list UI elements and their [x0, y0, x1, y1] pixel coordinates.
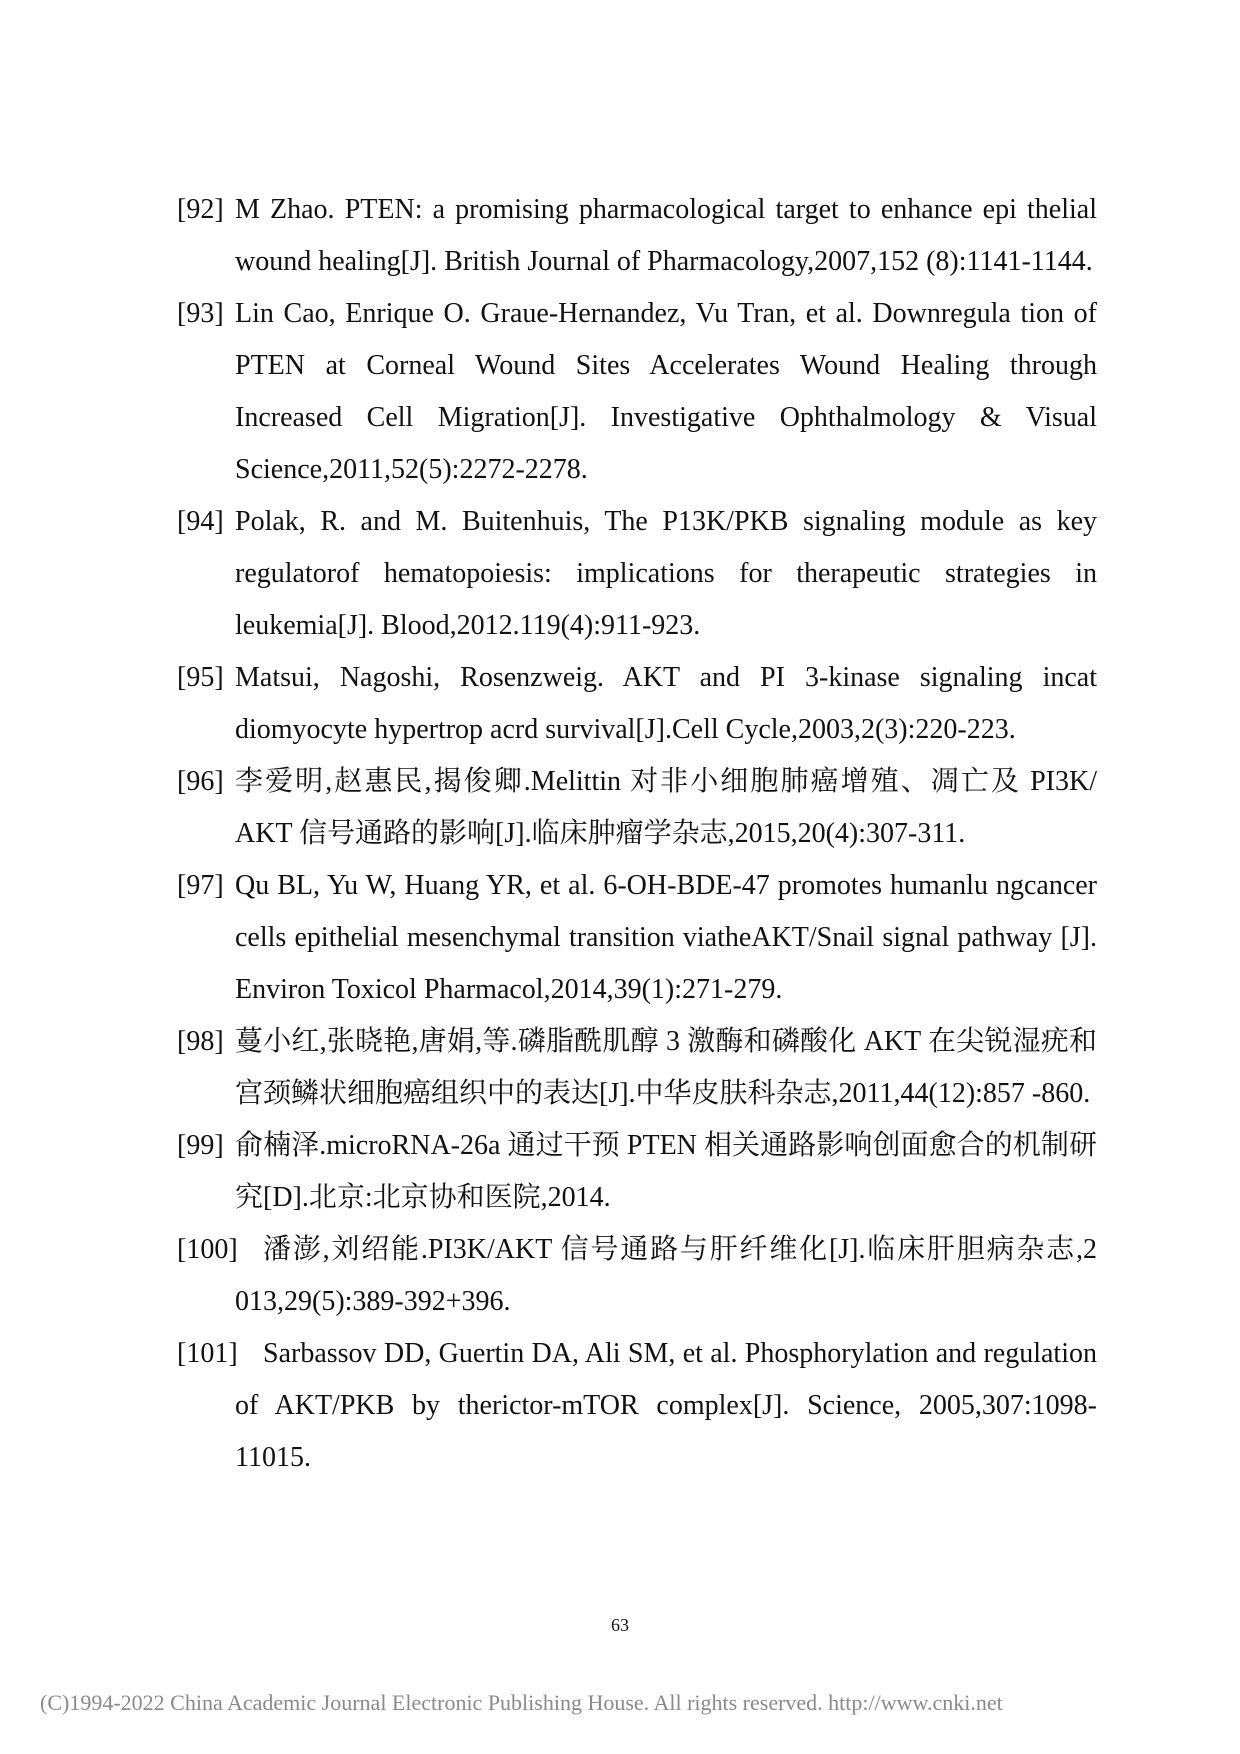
reference-number: [96]: [177, 766, 224, 797]
reference-number: [93]: [177, 298, 224, 329]
reference-number: [97]: [177, 870, 224, 901]
reference-item: [177, 288, 1097, 496]
reference-item: [177, 652, 1097, 756]
reference-text: 俞楠泽.microRNA-26a 通过干预 PTEN 相关通路影响创面愈合的机制研究[D].北京:北京协和医院,2014.: [235, 1130, 1097, 1213]
reference-item: [177, 1328, 1097, 1484]
reference-item: [177, 1224, 1097, 1328]
reference-number: [95]: [177, 662, 224, 693]
reference-text: Polak, R. and M. Buitenhuis, The P13K/PKB signaling module as key regulatorof hematopoiesis: implications for therapeutic strategies in leukemia[J]. Blood,2012.119(4):911-923.: [235, 506, 1097, 641]
reference-text: Qu BL, Yu W, Huang YR, et al. 6-OH-BDE-47 promotes humanlu ngcancer cells epithelial mesenchymal transition viatheAKT/Snail signal pathway [J]. Environ Toxicol Pharmacol,2014,39(1):271-279.: [235, 870, 1097, 1005]
reference-text: M Zhao. PTEN: a promising pharmacological target to enhance epi thelial wound healing[J]. British Journal of Pharmacology,2007,152 (8):1141-1144.: [235, 194, 1097, 277]
reference-number: [92]: [177, 194, 224, 225]
reference-number: [101]: [177, 1338, 238, 1369]
reference-item: [177, 860, 1097, 1016]
reference-text: 李爱明,赵惠民,揭俊卿.Melittin 对非小细胞肺癌增殖、凋亡及 PI3K/ AKT 信号通路的影响[J].临床肿瘤学杂志,2015,20(4):307-311.: [235, 766, 1097, 849]
page-number: 63: [611, 1615, 629, 1635]
reference-number: [94]: [177, 506, 224, 537]
reference-item: [177, 184, 1097, 288]
copyright-footer: (C)1994-2022 China Academic Journal Electronic Publishing House. All rights reserved. http://www.cnki.net: [40, 1690, 1003, 1715]
reference-text: 蔓小红,张晓艳,唐娟,等.磷脂酰肌醇 3 激酶和磷酸化 AKT 在尖锐湿疣和宫颈鳞状细胞癌组织中的表达[J].中华皮肤科杂志,2011,44(12):857 -860.: [235, 1026, 1097, 1109]
reference-item: [177, 1016, 1097, 1120]
reference-list: [177, 184, 1097, 1484]
reference-item: [177, 496, 1097, 652]
reference-text: Sarbassov DD, Guertin DA, Ali SM, et al. Phosphorylation and regulation of AKT/PKB by therictor-mTOR complex[J]. Science, 2005,307:1098-11015.: [235, 1338, 1097, 1473]
reference-text: Lin Cao, Enrique O. Graue-Hernandez, Vu Tran, et al. Downregula tion of PTEN at Corneal Wound Sites Accelerates Wound Healing through Increased Cell Migration[J]. Investigative Ophthalmology & Visual Science,2011,52(5):2272-2278.: [235, 298, 1097, 485]
reference-item: [177, 756, 1097, 860]
reference-text: Matsui, Nagoshi, Rosenzweig. AKT and PI 3-kinase signaling incat diomyocyte hypertrop acrd survival[J].Cell Cycle,2003,2(3):220-223.: [235, 662, 1097, 745]
reference-number: [99]: [177, 1130, 224, 1161]
reference-number: [98]: [177, 1026, 224, 1057]
reference-item: [177, 1120, 1097, 1224]
reference-text: 潘澎,刘绍能.PI3K/AKT 信号通路与肝纤维化[J].临床肝胆病杂志,2 013,29(5):389-392+396.: [235, 1234, 1097, 1317]
reference-number: [100]: [177, 1234, 238, 1265]
